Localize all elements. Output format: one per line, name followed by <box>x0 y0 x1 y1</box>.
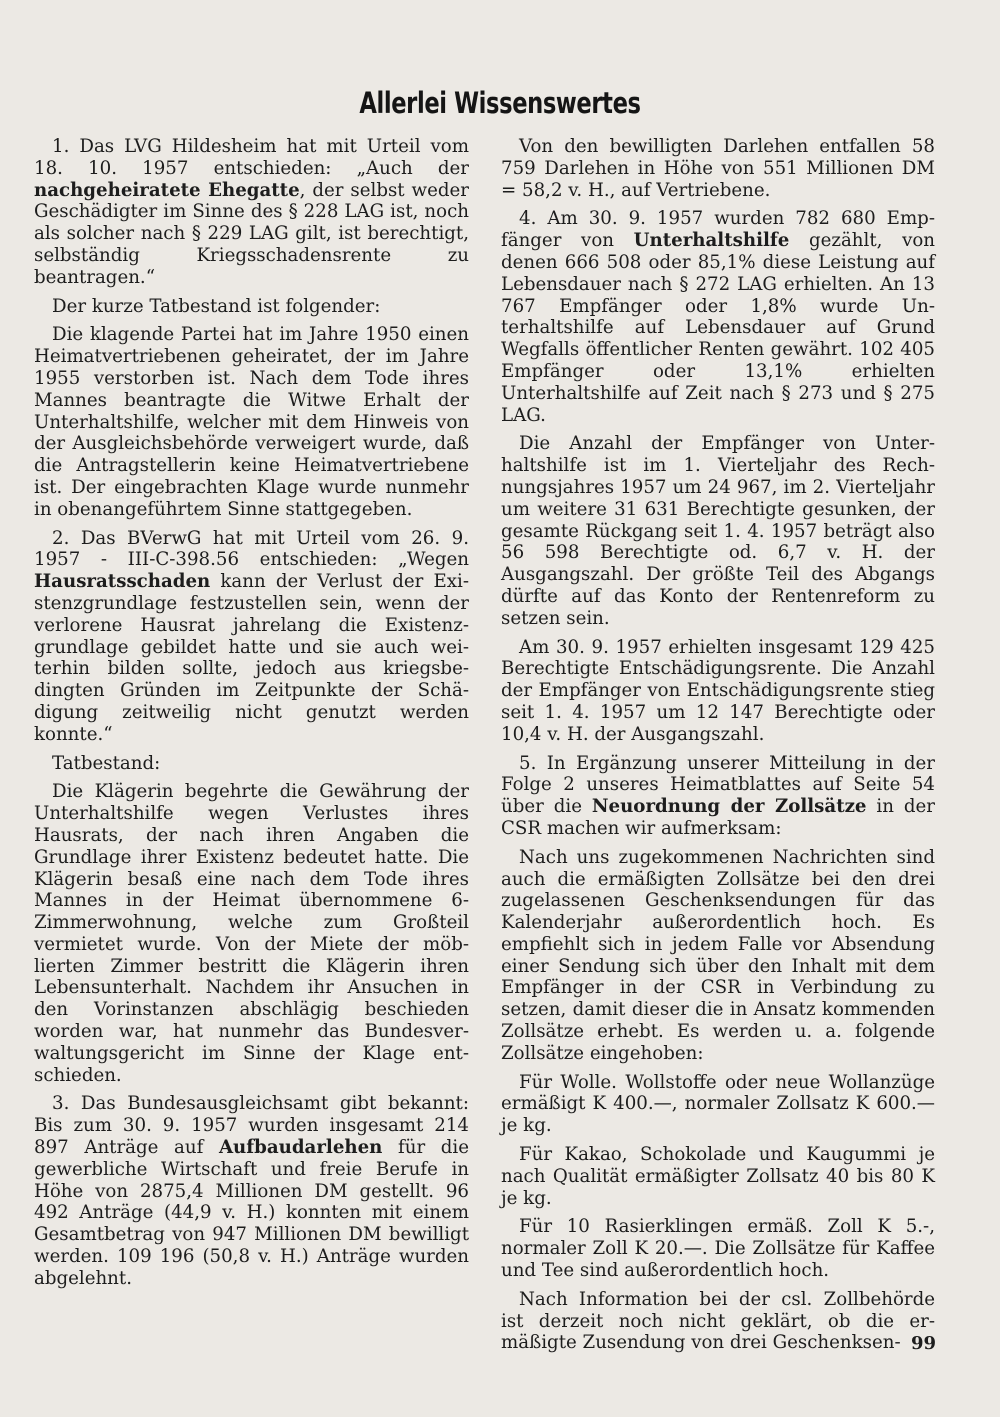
paragraph-lvg-hildesheim <box>34 136 469 289</box>
paragraph-kakao: Für Kakao, Schokolade und Kaugummi je nach Qualität ermäßigter Zollsatz 40 bis 80 K je kg. <box>501 1144 935 1209</box>
paragraph-text: kann der Verlust der Existenzgrundlage festzustellen sein, wenn der verlorene Hausrat jahrelang die Existenzgrundlage gebildet hatte und sie auch weiterhin bilden sollte, jedoch aus kriegsbedingten Gründen im Zeitpunkte der Schädigung zeitweilig nicht genutzt werden konnte.“ <box>34 571 469 745</box>
left-column <box>34 136 469 1297</box>
paragraph-ergaenzung <box>501 753 935 840</box>
paragraph-nachrichten: Nach uns zugekommenen Nachrichten sind auch die ermäßigten Zollsätze bei den drei zugelassenen Geschenksendungen für das Kalenderjahr außerordentlich hoch. Es empfiehlt sich in jedem Falle vor Absendung einer Sendung sich über den Inhalt mit dem Empfänger in der CSR in Verbindung zu setzen, damit dieser die in Ansatz kommenden Zollsätze erhebt. Es werden u. a. folgende Zollsätze eingehoben: <box>501 846 935 1064</box>
right-column <box>501 136 935 1361</box>
paragraph-tatbestand-heading: Tatbestand: <box>52 752 161 774</box>
paragraph-text: gezählt, von denen 666 508 oder 85,1% diese Leistung auf Lebensdauer nach § 272 LAG erhielten. An 13 767 Empfänger oder 1,8% wurde Unterhaltshilfe auf Lebensdauer auf Grund Wegfalls öffentlicher Renten gewährt. 102 405 Empfänger oder 13,1% erhielten Unterhaltshilfe auf Zeit nach § 273 und § 275 LAG. <box>501 230 936 426</box>
bold-term-zollsaetze: Neuordnung der Zollsätze <box>591 796 867 818</box>
paragraph-anzahl-empfaenger: Die Anzahl der Empfänger von Unterhaltshilfe ist im 1. Vierteljahr des Rechnungsjahres 1957 um 24 967, im 2. Vierteljahr um weitere 31 631 Berechtigte gesunken, der gesamte Rückgang seit 1. 4. 1957 beträgt also 56 598 Berechtigte od. 6,7 v. H. der Ausgangszahl. Der größte Teil des Abgangs dürfte auf das Konto der Rentenreform zu setzen sein. <box>501 433 935 629</box>
paragraph-text: , der selbst weder Geschädigter im Sinne des § 228 LAG ist, noch als solcher nach § 229 LAG gilt, ist berechtigt, selbständig Kriegsschadensrente zu beantragen.“ <box>34 179 469 288</box>
paragraph-text: 3. Das Bundesausgleichsamt gibt bekannt: Bis zum 30. 9. 1957 wurden insgesamt 214 897 Anträge auf <box>34 1093 469 1159</box>
paragraph-text: 1. Das LVG Hildesheim hat mit Urteil vom 18. 10. 1957 entschieden: „Auch der <box>34 136 469 179</box>
paragraph-bundesausgleichsamt <box>34 1093 469 1289</box>
paragraph-text: 4. Am 30. 9. 1957 wurden 782 680 Empfänger von <box>501 208 935 252</box>
bold-term-ehegatte: nachgeheiratete Ehegatte <box>34 179 300 201</box>
paragraph-zollbehoerde: Nach Information bei der csl. Zollbehörde ist derzeit noch nicht geklärt, ob die ermäßigte Zusendung von drei Geschenksen- <box>501 1288 935 1354</box>
paragraph-entschaedigungsrente: Am 30. 9. 1957 erhielten insgesamt 129 425 Berechtigte Entschädigungsrente. Die Anzahl der Empfänger von Entschädigungsrente stieg seit 1. 4. 1957 um 12 147 Berechtigte oder 10,4 v. H. der Ausgangszahl. <box>501 636 935 745</box>
paragraph-klagende-partei: Die klagende Partei hat im Jahre 1950 einen Heimatvertriebenen geheiratet, der im Jahre 1955 verstorben ist. Nach dem Tode ihres Mannes beantragte die Witwe Erhalt der Unterhaltshilfe, welcher mit dem Hinweis von der Ausgleichsbehörde verweigert wurde, daß die Antragstellerin keine Heimatvertriebene ist. Der eingebrachten Klage wurde nunmehr in obenangeführtem Sinne stattgegeben. <box>34 324 469 520</box>
paragraph-text: in der CSR machen wir aufmerksam: <box>501 796 935 839</box>
bold-term-unterhaltshilfe: Unterhaltshilfe <box>633 230 790 252</box>
bold-term-hausratsschaden: Hausratsschaden <box>34 571 211 593</box>
paragraph-unterhaltshilfe <box>501 208 935 426</box>
paragraph-klaegerin: Die Klägerin begehrte die Gewährung der Unterhaltshilfe wegen Verlustes ihres Hausrats, der nach ihren Angaben die Grundlage ihrer Existenz bedeutet hatte. Die Klägerin besaß eine nach dem Tode ihres Mannes in der Heimat übernommene 6-Zimmerwohnung, welche zum Großteil vermietet wurde. Von der Miete der möblierten Zimmer bestritt die Klägerin ihren Lebensunterhalt. Nachdem ihr Ansuchen in den Vorinstanzen abschlägig beschieden worden war, hat nunmehr das Bundesverwaltungsgericht im Sinne der Klage entschieden. <box>34 781 469 1086</box>
paragraph-text: 2. Das BVerwG hat mit Urteil vom 26. 9. 1957 - III-C-398.56 entschieden: „Wegen <box>34 527 469 571</box>
page-number: 99 <box>911 1333 937 1354</box>
paragraph-bverwg <box>34 528 469 746</box>
paragraph-wolle: Für Wolle. Wollstoffe oder neue Wollanzüge ermäßigt K 400.—, normaler Zollsatz K 600.— je kg. <box>501 1071 935 1137</box>
paragraph-darlehen: Von den bewilligten Darlehen entfallen 58 759 Darlehen in Höhe von 551 Millionen DM = 58,2 v. H., auf Vertriebene. <box>501 136 935 201</box>
paragraph-rasierklingen: Für 10 Rasierklingen ermäß. Zoll K 5.-, normaler Zoll K 20.—. Die Zollsätze für Kaffee und Tee sind außerordentlich hoch. <box>501 1216 935 1282</box>
paragraph-text: für die gewerbliche Wirtschaft und freie Berufe in Höhe von 2875,4 Millionen DM gestellt. 96 492 Anträge (44,9 v. H.) konnten mit einem Gesamtbetrag von 947 Millionen DM bewilligt werden. 109 196 (50,8 v. H.) Anträge wurden abgelehnt. <box>34 1137 469 1289</box>
page-title: Allerlei Wissenswertes <box>359 86 641 120</box>
paragraph-text: 5. In Ergänzung unserer Mitteilung in der Folge 2 unseres Heimatblattes auf Seite 54 über die <box>501 752 935 818</box>
bold-term-aufbaudarlehen: Aufbaudarlehen <box>218 1137 383 1159</box>
paragraph-tatbestand-intro: Der kurze Tatbestand ist folgender: <box>52 295 381 317</box>
